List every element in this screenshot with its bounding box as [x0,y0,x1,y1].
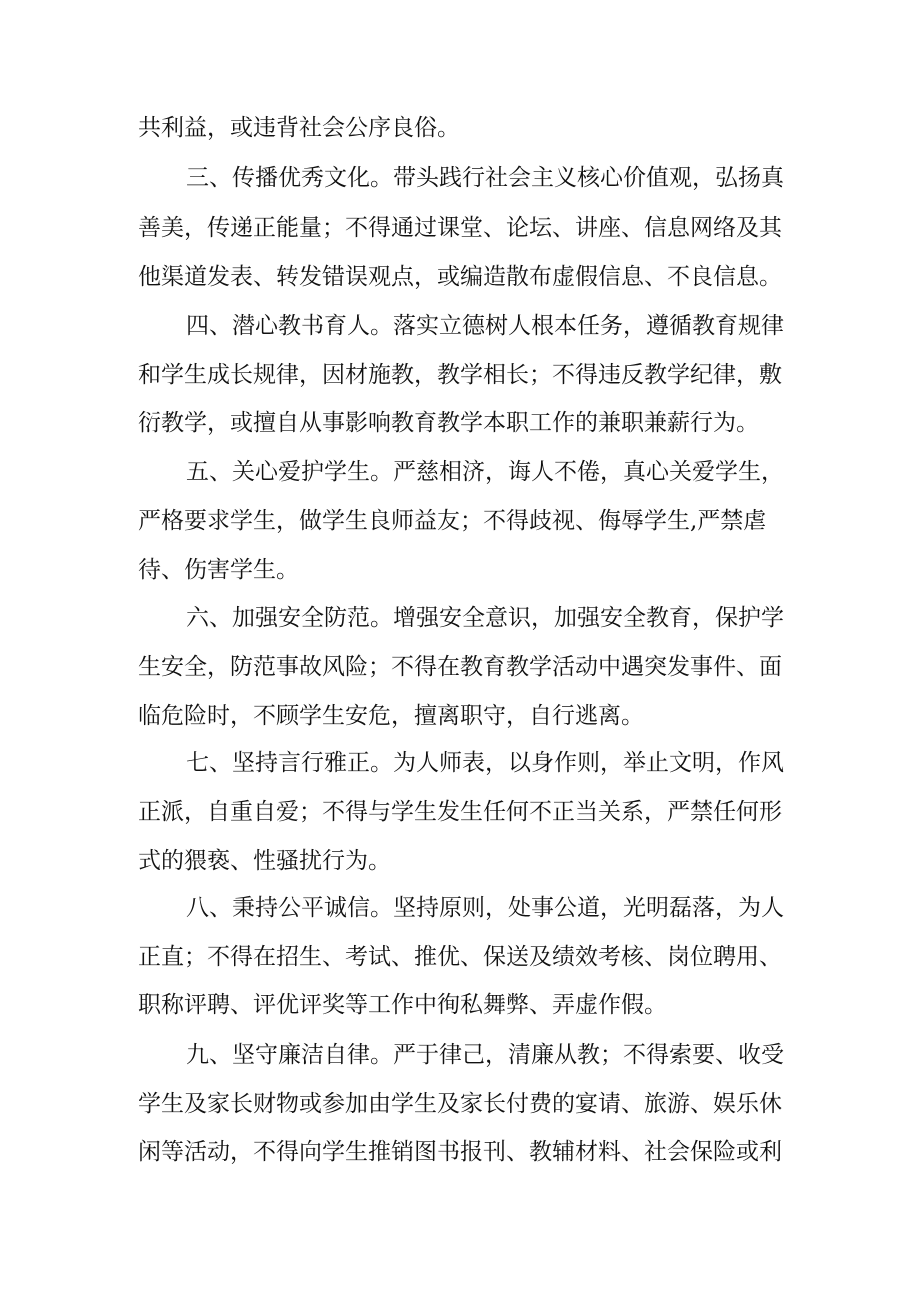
text-line: 职称评聘、评优评奖等工作中徇私舞弊、弄虚作假。 [138,992,667,1018]
text-line: 严格要求学生，做学生良师益友；不得歧视、侮辱学生,严禁虐 [138,508,767,534]
text-line: 正派，自重自爱；不得与学生发生任何不正当关系，严禁任何形 [138,799,782,825]
text-line: 学生及家长财物或参加由学生及家长付费的宴请、旅游、娱乐休 [138,1091,782,1117]
paragraph-4-heading-line: 四、潜心教书育人。落实立德树人根本任务，遵循教育规律 [186,313,784,339]
text-line: 生安全，防范事故风险；不得在教育教学活动中遇突发事件、面 [138,654,782,680]
paragraph-6-heading-line: 六、加强安全防范。增强安全意识，加强安全教育，保护学 [186,605,784,631]
text-line: 待、伤害学生。 [138,557,299,583]
paragraph-9-heading-line: 九、坚守廉洁自律。严于律己，清廉从教；不得索要、收受 [186,1042,784,1068]
text-line: 临危险时，不顾学生安危，擅离职守，自行逃离。 [138,703,644,729]
paragraph-8-heading-line: 八、秉持公平诚信。坚持原则，处事公道，光明磊落，为人 [186,895,784,921]
text-line: 正直；不得在招生、考试、推优、保送及绩效考核、岗位聘用、 [138,944,782,970]
text-line: 式的猥亵、性骚扰行为。 [138,848,391,874]
paragraph-7-heading-line: 七、坚持言行雅正。为人师表，以身作则，举止文明，作风 [186,750,784,776]
text-line: 衍教学，或擅自从事影响教育教学本职工作的兼职兼薪行为。 [138,410,759,436]
text-line: 和学生成长规律，因材施教，教学相长；不得违反教学纪律，敷 [138,362,782,388]
text-line: 共利益，或违背社会公序良俗。 [138,115,460,141]
paragraph-5-heading-line: 五、关心爱护学生。严慈相济，诲人不倦，真心关爱学生， [186,459,784,485]
text-line: 他渠道发表、转发错误观点，或编造散布虚假信息、不良信息。 [138,264,782,290]
text-line: 闲等活动，不得向学生推销图书报刊、教辅材料、社会保险或利 [138,1139,782,1165]
text-line: 善美，传递正能量；不得通过课堂、论坛、讲座、信息网络及其 [138,215,782,241]
paragraph-3-heading-line: 三、传播优秀文化。带头践行社会主义核心价值观，弘扬真 [186,165,784,191]
